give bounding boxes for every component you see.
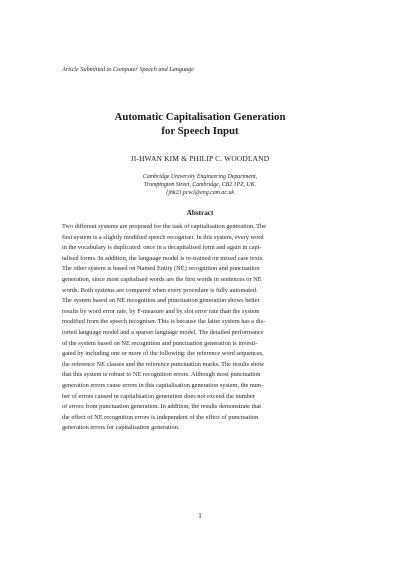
abstract-line: The other system is based on Named Entity (NE) recognition and punctuation — [62, 265, 260, 273]
abstract-line: torted language model and a sparser language model. The detailed performance — [62, 328, 264, 336]
paper-title-line-2: for Speech Input — [161, 125, 239, 137]
abstract-line: generation errors for capitalisation generation. — [62, 424, 180, 432]
abstract-line: generation errors cause errors in this capitalisation generation system, the num- — [62, 381, 264, 389]
abstract-line: in the vocabulary is duplicated: once in a decapitalised form and again in capi- — [62, 244, 262, 252]
abstract-line: generation, since most capitalised words are the first words in sentences or NE — [62, 275, 262, 283]
affiliation-line-1: Cambridge University Engineering Department, — [142, 174, 258, 180]
abstract-line: that this system is robust to NE recognition errors. Although most punctuation — [62, 371, 261, 379]
abstract-line: the reference NE classes and the reference punctuation marks. The results show — [62, 360, 265, 368]
abstract-heading: Abstract — [186, 209, 214, 217]
abstract-line: the effect of NE recognition errors is independent of the effect of punctuation — [62, 413, 259, 421]
paper-title — [0, 110, 400, 138]
abstract-line: talised forms. In addition, the language model is re-trained on mixed case texts. — [62, 254, 264, 262]
paper-title-line-1: Automatic Capitalisation Generation — [114, 111, 286, 123]
abstract-line: words. Both systems are compared when every procedure is fully automated. — [62, 286, 258, 294]
paper-authors: JI-HWAN KIM & PHILIP C. WOODLAND — [130, 154, 270, 163]
affiliation — [0, 173, 400, 198]
affiliation-email: {jhk23,pcw}@eng.cam.ac.uk — [165, 190, 235, 197]
affiliation-line-2: Trumpington Street, Cambridge, CB2 1PZ, UK. — [143, 182, 257, 189]
page-number: 1 — [198, 512, 202, 520]
abstract-line: Two different systems are proposed for the task of capitalisation generation. The — [62, 223, 267, 230]
abstract-line: of the system based on NE recognition and punctuation generation is investi- — [62, 339, 258, 347]
abstract-line: results by word error rate, by F-measure and by slot error rate than the system — [62, 307, 260, 315]
journal-header-note: Article Submitted to Computer Speech and Language — [62, 66, 194, 73]
abstract-line: gated by including one or more of the following: the reference word sequences, — [62, 350, 264, 358]
abstract-line: first system is a slightly modified speech recogniser. In this system, every word — [62, 233, 264, 241]
abstract-line: The system based on NE recognition and punctuation generation shows better — [62, 297, 260, 305]
abstract-line: modified from the speech recogniser. This is because the latter system has a dis- — [62, 318, 266, 326]
abstract-line: of errors from punctuation generation. In addition, the results demonstrate that — [62, 403, 262, 411]
abstract-body — [62, 222, 339, 434]
abstract-line: ber of errors caused in capitalisation generation does not exceed the number — [62, 392, 255, 400]
